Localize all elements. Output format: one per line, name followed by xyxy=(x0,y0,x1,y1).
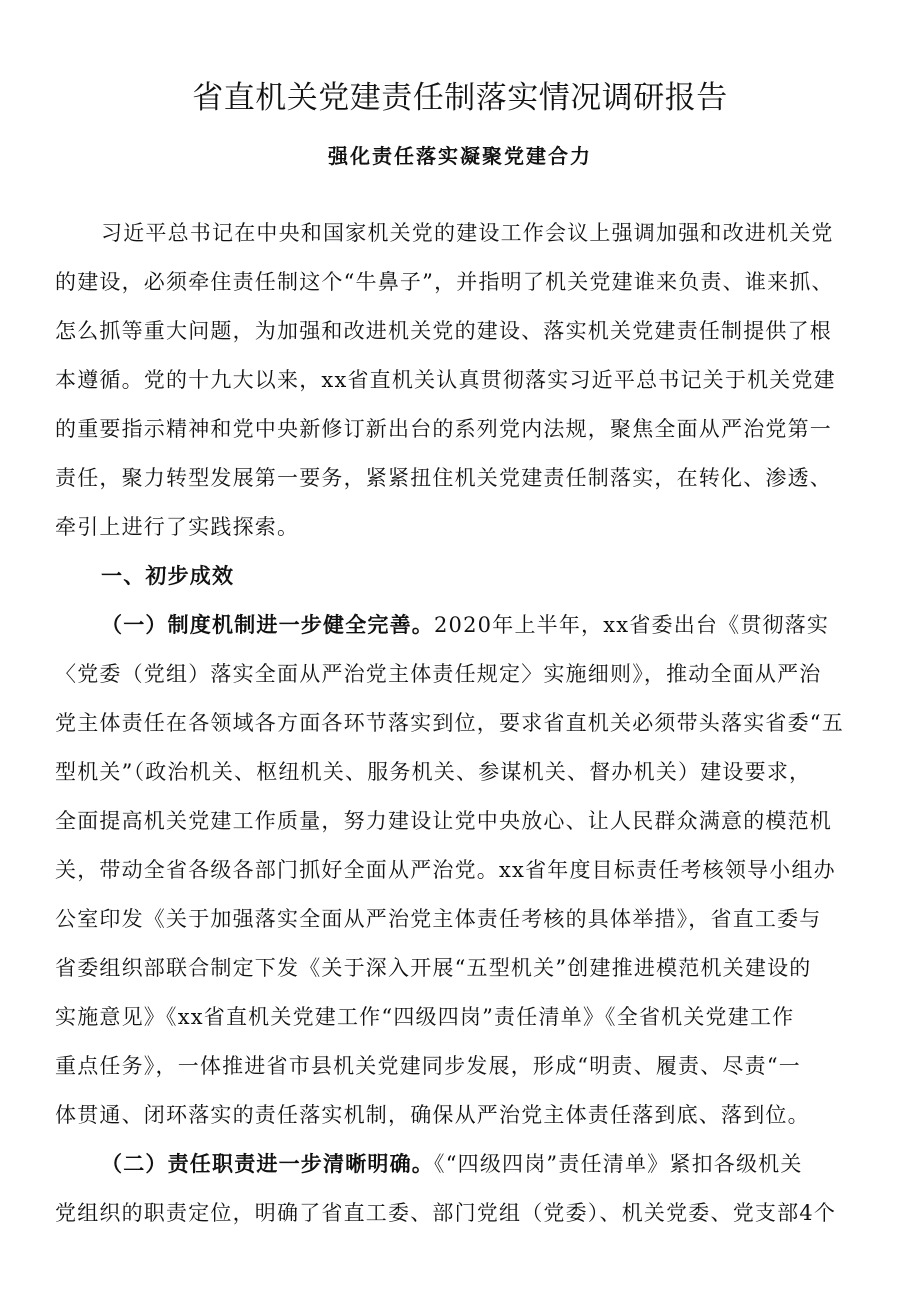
intro-line: 责任，聚力转型发展第一要务，紧紧扭住机关党建责任制落实，在转化、渗透、 xyxy=(55,466,832,490)
paragraph-line: 体贯通、闭环落实的责任落实机制，确保从严治党主体责任落到底、落到位。 xyxy=(55,1103,810,1127)
document-subtitle: 强化责任落实凝聚党建合力 xyxy=(328,144,592,168)
item-heading: （二）责任职责进一步清晰明确。 xyxy=(101,1152,434,1176)
paragraph-line: 〈党委（党组）落实全面从严治党主体责任规定〉实施细则》，推动全面从严治 xyxy=(55,662,822,686)
item-first-line-rest: 2020年上半年，xx省委出台《贯彻落实 xyxy=(434,613,830,637)
paragraph-line: 公室印发《关于加强落实全面从严治党主体责任考核的具体举措》，省直工委与 xyxy=(55,907,822,931)
paragraph-line: 重点任务》，一体推进省市县机关党建同步发展，形成“明责、履责、尽责“一 xyxy=(55,1054,801,1078)
document-title: 省直机关党建责任制落实情况调研报告 xyxy=(192,80,728,116)
paragraph-line: 型机关”（政治机关、枢纽机关、服务机关、参谋机关、督办机关）建设要求， xyxy=(55,760,812,784)
paragraph-line: 省委组织部联合制定下发《关于深入开展“五型机关”创建推进模范机关建设的 xyxy=(55,956,812,980)
intro-line: 习近平总书记在中央和国家机关党的建设工作会议上强调加强和改进机关党 xyxy=(101,221,834,245)
section-heading: 一、初步成效 xyxy=(101,564,235,588)
paragraph-line: 党组织的职责定位，明确了省直工委、部门党组（党委）、机关党委、党支部4个 xyxy=(55,1201,837,1225)
item-heading: （一）制度机制进一步健全完善。 xyxy=(101,613,434,637)
intro-line: 本遵循。党的十九大以来，xx省直机关认真贯彻落实习近平总书记关于机关党建 xyxy=(55,368,836,392)
paragraph-line: 全面提高机关党建工作质量，努力建设让党中央放心、让人民群众满意的模范机 xyxy=(55,809,832,833)
document-body xyxy=(55,209,875,1238)
paragraph-line: 党主体责任在各领域各方面各环节落实到位，要求省直机关必须带头落实省委“五 xyxy=(55,711,844,735)
intro-line: 的重要指示精神和党中央新修订新出台的系列党内法规，聚焦全面从严治党第一 xyxy=(55,417,832,441)
intro-line: 牵引上进行了实践探索。 xyxy=(55,515,300,539)
paragraph-line: 关，带动全省各级各部门抓好全面从严治党。xx省年度目标责任考核领导小组办 xyxy=(55,858,836,882)
item-first-line-rest: 《“四级四岗”责任清单》紧扣各级机关 xyxy=(434,1152,803,1176)
paragraph-line: 实施意见》《xx省直机关党建工作“四级四岗”责任清单》《全省机关党建工作 xyxy=(55,1005,795,1029)
item-first-line xyxy=(55,1140,875,1189)
intro-line: 的建设，必须牵住责任制这个“牛鼻子”，并指明了机关党建谁来负责、谁来抓、 xyxy=(55,270,834,294)
intro-line: 怎么抓等重大问题，为加强和改进机关党的建设、落实机关党建责任制提供了根 xyxy=(55,319,832,343)
item-first-line xyxy=(55,601,875,650)
